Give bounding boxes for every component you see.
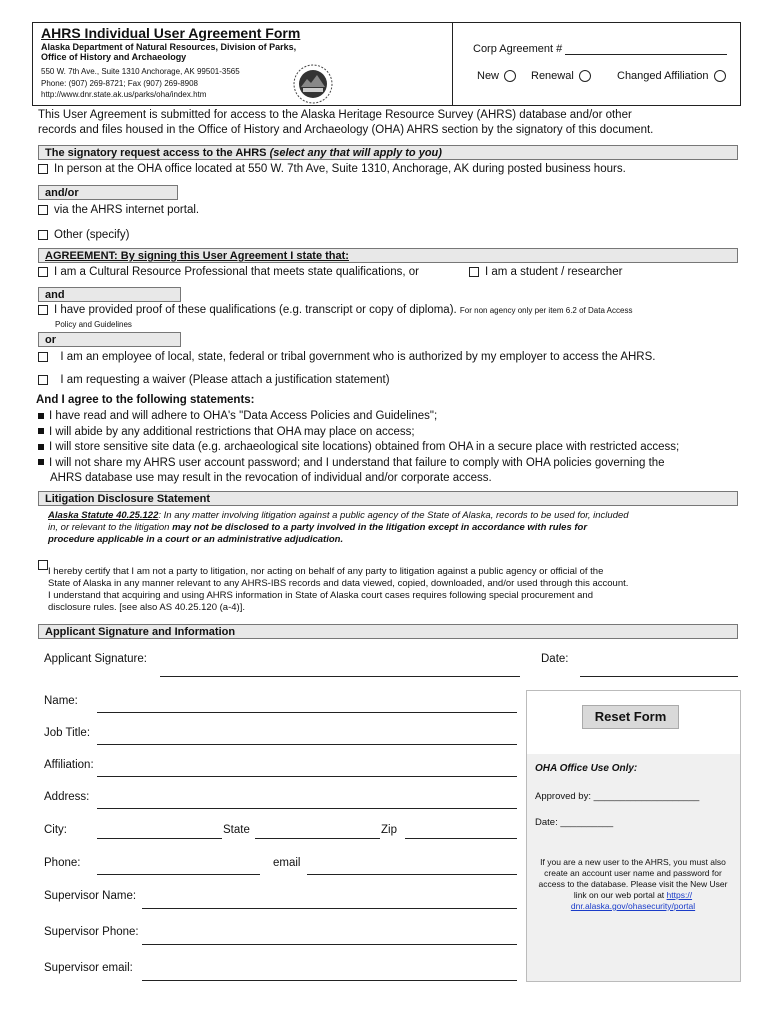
portal-checkbox[interactable] (38, 205, 48, 215)
agreement-waiver-row (38, 374, 390, 386)
agreement-section-bar: AGREEMENT: By signing this User Agreement I state that: (38, 248, 738, 263)
waiver-checkbox[interactable] (38, 375, 48, 385)
form-title: AHRS Individual User Agreement Form (41, 25, 301, 41)
affiliation-label: Affiliation: (44, 759, 94, 771)
statement-text: I will not share my AHRS user account password; and I understand that failure to comply with OHA policies governing the (49, 456, 665, 469)
supervisor-email-label: Supervisor email: (44, 962, 133, 974)
agency-line-2: Office of History and Archaeology (41, 52, 187, 62)
bullet-icon (38, 444, 44, 450)
in-person-label: In person at the OHA office located at 550 W. 7th Ave, Suite 1310, Anchorage, AK during posted business hours. (54, 163, 626, 175)
radio-renewal-label: Renewal (531, 70, 574, 82)
portal-label: via the AHRS internet portal. (54, 204, 200, 216)
reset-form-button[interactable]: Reset Form (582, 705, 679, 729)
access-other-row (38, 229, 129, 241)
signature-label: Applicant Signature: (44, 653, 147, 665)
city-field[interactable] (97, 838, 222, 839)
new-user-note (533, 857, 733, 912)
applicant-section-bar: Applicant Signature and Information (38, 624, 738, 639)
litigation-section-bar: Litigation Disclosure Statement (38, 491, 738, 506)
agency-name (41, 42, 391, 62)
state-label: State (223, 824, 250, 836)
statements-list (38, 409, 679, 487)
agency-contact (41, 66, 240, 101)
header-divider (452, 23, 453, 105)
intro-line-1: This User Agreement is submitted for access to the Alaska Heritage Resource Survey (AHRS) database and/or other (38, 109, 632, 121)
supervisor-phone-field[interactable] (142, 944, 517, 945)
agreement-employee-row (38, 351, 655, 363)
access-bar-note: (select any that will apply to you) (269, 147, 442, 159)
other-checkbox[interactable] (38, 230, 48, 240)
signature-field[interactable] (160, 676, 520, 677)
city-label: City: (44, 824, 67, 836)
radio-renewal-option[interactable] (531, 70, 591, 82)
statement-item (38, 456, 679, 472)
statement-text: I will store sensitive site data (e.g. archaeological site locations) obtained from OHA in a secure place with restricted access; (49, 441, 680, 453)
employee-checkbox[interactable] (38, 352, 48, 362)
phone-field[interactable] (97, 874, 260, 875)
new-user-text: If you are a new user to the AHRS, you must also create an account user name and password for access to the database. Please visit the New User link on our web portal at (538, 857, 728, 900)
intro-text (38, 108, 653, 138)
office-use-panel (526, 690, 741, 982)
agency-line-1: Alaska Department of Natural Resources, Division of Parks, (41, 42, 297, 52)
student-label: I am a student / researcher (485, 266, 623, 278)
cert-line-1: I hereby certify that I am not a party to litigation, nor acting on behalf of any party to litigation against a public agency or official of the (48, 566, 604, 577)
state-seal-logo (291, 63, 335, 105)
radio-changed-label: Changed Affiliation (617, 70, 709, 82)
cert-line-2: State of Alaska in any manner relevant to any AHRS-IBS records and data viewed, copied, downloaded, and/or used through this account. (48, 578, 629, 589)
radio-renewal[interactable] (579, 70, 591, 82)
statement-continuation: AHRS database use may result in the revocation of individual and/or corporate access. (50, 472, 492, 484)
address-field[interactable] (97, 808, 517, 809)
cert-line-3: I understand that acquiring and using AHRS information in State of Alaska court cases requires following special procurement and (48, 590, 593, 601)
corp-agreement (473, 43, 727, 55)
phone-label: Phone: (44, 857, 81, 869)
statute-line-2 (48, 522, 748, 534)
statements-heading: And I agree to the following statements: (36, 394, 255, 406)
cert-line-4: disclosure rules. [see also AS 40.25.120 (a-4)]. (48, 602, 245, 613)
agency-phone-fax: Phone: (907) 269-8721; Fax (907) 269-8908 (41, 78, 198, 88)
office-date-field[interactable]: Date: __________ (535, 817, 614, 828)
waiver-label: I am requesting a waiver (Please attach a justification statement) (60, 374, 390, 386)
approved-by-field[interactable]: Approved by: ____________________ (535, 791, 700, 802)
statute-text-1: : In any matter involving litigation against a public agency of the State of Alaska, records to be used for, included (158, 510, 629, 521)
bullet-icon (38, 413, 44, 419)
supervisor-email-field[interactable] (142, 980, 517, 981)
crp-checkbox[interactable] (38, 267, 48, 277)
other-label: Other (specify) (54, 229, 130, 241)
supervisor-name-label: Supervisor Name: (44, 890, 137, 902)
corp-agreement-field[interactable] (565, 43, 727, 55)
agreement-student-row (469, 266, 622, 278)
supervisor-name-field[interactable] (142, 908, 517, 909)
statute-text-2a: in, or relevant to the litigation (48, 522, 173, 533)
radio-changed-affiliation[interactable] (714, 70, 726, 82)
statute-text-2b: may not be disclosed to a party involved in the litigation except in accordance with rules for (172, 522, 588, 533)
corp-agreement-label: Corp Agreement # (473, 43, 563, 55)
form-header (32, 22, 741, 106)
statement-item (38, 440, 679, 456)
state-field[interactable] (255, 838, 380, 839)
or-bar: or (38, 332, 181, 347)
address-label: Address: (44, 791, 90, 803)
statement-item (38, 425, 679, 441)
certify-checkbox[interactable] (38, 560, 48, 570)
name-field[interactable] (97, 712, 517, 713)
email-field[interactable] (307, 874, 517, 875)
litigation-statute-text (48, 510, 748, 546)
access-bar-label: The signatory request access to the AHRS (45, 147, 267, 159)
bullet-icon (38, 428, 44, 434)
job-title-field[interactable] (97, 744, 517, 745)
access-section-bar (38, 145, 738, 160)
proof-note-2: Policy and Guidelines (55, 320, 132, 329)
date-label: Date: (541, 653, 569, 665)
agreement-proof-row (38, 304, 632, 316)
portal-link[interactable]: https:// dnr.alaska.gov/ohasecurity/portal (570, 890, 696, 911)
statement-text: I have read and will adhere to OHA's "Data Access Policies and Guidelines"; (49, 410, 438, 422)
in-person-checkbox[interactable] (38, 164, 48, 174)
crp-label: I am a Cultural Resource Professional that meets state qualifications, or (54, 266, 419, 278)
name-label: Name: (44, 695, 78, 707)
access-in-person-row (38, 163, 626, 175)
certification-text (48, 566, 748, 614)
agency-address: 550 W. 7th Ave., Suite 1310 Anchorage, AK 99501-3565 (41, 67, 240, 76)
employee-label: I am an employee of local, state, federal or tribal government who is authorized by my employer to access the AHRS. (60, 351, 656, 363)
access-portal-row (38, 204, 199, 216)
affiliation-field[interactable] (97, 776, 517, 777)
radio-new[interactable] (504, 70, 516, 82)
job-title-label: Job Title: (44, 727, 91, 739)
agreement-crp-row (38, 266, 419, 278)
date-field[interactable] (580, 676, 738, 677)
radio-new-option[interactable] (477, 70, 516, 82)
bullet-icon (38, 459, 44, 465)
proof-checkbox[interactable] (38, 305, 48, 315)
proof-note: For non agency only per item 6.2 of Data Access (459, 306, 633, 315)
supervisor-phone-label: Supervisor Phone: (44, 926, 139, 938)
proof-label: I have provided proof of these qualifications (e.g. transcript or copy of diploma). (54, 304, 457, 316)
intro-line-2: records and files housed in the Office of History and Archaeology (OHA) AHRS section by the signatory of this document. (38, 124, 654, 136)
and-or-bar: and/or (38, 185, 178, 200)
and-bar: and (38, 287, 181, 302)
radio-new-label: New (477, 70, 500, 82)
statement-text: I will abide by any additional restrictions that OHA may place on access; (49, 425, 415, 438)
statute-line-3: procedure applicable in a court or an administrative adjudication. (48, 534, 344, 545)
statute-line-1 (48, 510, 748, 522)
email-label: email (273, 857, 301, 869)
office-use-heading: OHA Office Use Only: (535, 763, 638, 774)
zip-field[interactable] (405, 838, 517, 839)
statement-item (38, 409, 679, 425)
statute-ref: Alaska Statute 40.25.122 (48, 510, 159, 521)
radio-changed-option[interactable] (617, 70, 726, 82)
student-checkbox[interactable] (469, 267, 479, 277)
zip-label: Zip (381, 824, 397, 836)
agency-url: http://www.dnr.state.ak.us/parks/oha/index.htm (41, 90, 207, 99)
